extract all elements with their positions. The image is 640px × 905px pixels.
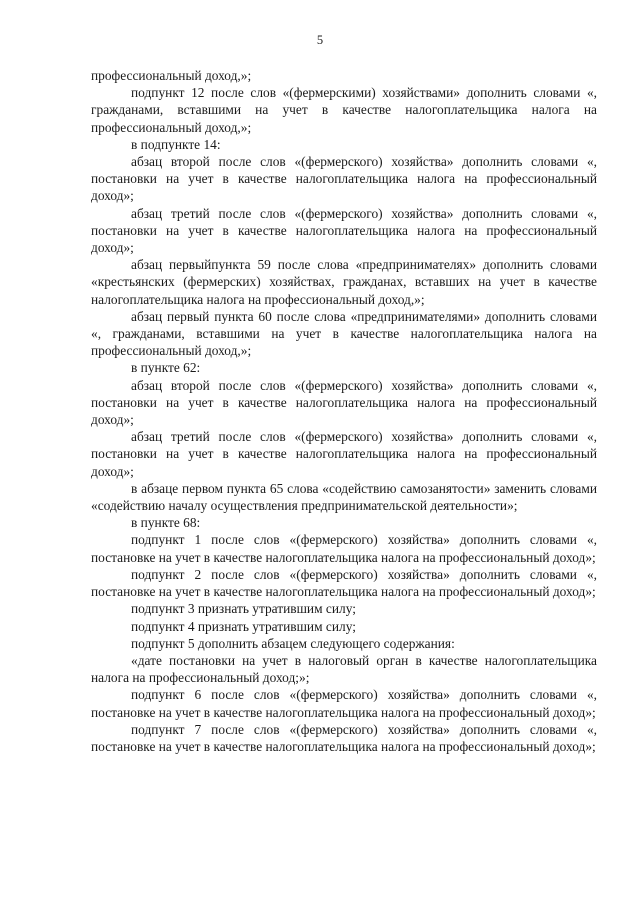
paragraph: «дате постановки на учет в налоговый орган в качестве налогоплательщика налога на профессиональный доход;»; [91, 652, 597, 686]
paragraph: абзац третий после слов «(фермерского) хозяйства» дополнить словами «, постановки на учет в качестве налогоплательщика налога на профессиональный доход»; [91, 205, 597, 256]
paragraph: подпункт 6 после слов «(фермерского) хозяйства» дополнить словами «, постановке на учет в качестве налогоплательщика налога на профессиональный доход»; [91, 687, 597, 720]
paragraph: абзац третий после слов «(фермерского) хозяйства» дополнить словами «, постановки на учет в качестве налогоплательщика налога на профессиональный доход»; [91, 429, 597, 479]
paragraph: подпункт 2 после слов «(фермерского) хозяйства» дополнить словами «, постановке на учет в качестве налогоплательщика налога на профессиональный доход»; [91, 566, 597, 600]
paragraph: подпункт 12 после слов «(фермерскими) хозяйствами» дополнить словами «, гражданами, вставшими на учет в качестве налогоплательщика налога на профессиональный доход,»; [91, 85, 597, 135]
paragraph: подпункт 3 признать утратившим силу; [131, 601, 356, 617]
paragraph: в пункте 68: [131, 515, 201, 531]
paragraph: подпункт 7 после слов «(фермерского) хозяйства» дополнить словами «, постановке на учет в качестве налогоплательщика налога на профессиональный доход»; [91, 721, 597, 754]
paragraph: подпункт 5 дополнить абзацем следующего содержания: [131, 635, 455, 651]
paragraph: в абзаце первом пункта 65 слова «содействию самозанятости» заменить словами «содействию началу осуществления предпринимательской деятельности»; [91, 480, 597, 514]
paragraph: абзац первыйпункта 59 после слова «предпринимателях» дополнить словами «крестьянских (фермерских) хозяйствах, гражданах, вставших на учет в качестве налогоплательщика налога на профессиональный доход,»; [91, 257, 597, 307]
paragraph: подпункт 4 признать утратившим силу; [131, 618, 356, 634]
paragraph: в подпункте 14: [131, 136, 221, 152]
paragraph: абзац второй после слов «(фермерского) хозяйства» дополнить словами «, постановки на учет в качестве налогоплательщика налога на профессиональный доход»; [91, 154, 597, 204]
document-body [91, 67, 597, 755]
paragraph: в пункте 62: [131, 360, 201, 376]
paragraph: профессиональный доход,»; [91, 68, 252, 83]
paragraph: подпункт 1 после слов «(фермерского) хозяйства» дополнить словами «, постановке на учет в качестве налогоплательщика налога на профессиональный доход»; [91, 532, 597, 565]
paragraph: абзац второй после слов «(фермерского) хозяйства» дополнить словами «, постановки на учет в качестве налогоплательщика налога на профессиональный доход»; [91, 377, 597, 428]
paragraph: абзац первый пункта 60 после слова «предпринимателями» дополнить словами «, гражданами, вставшими на учет в качестве налогоплательщика налога на профессиональный доход,»; [91, 308, 597, 359]
page-number: 5 [316, 33, 324, 47]
